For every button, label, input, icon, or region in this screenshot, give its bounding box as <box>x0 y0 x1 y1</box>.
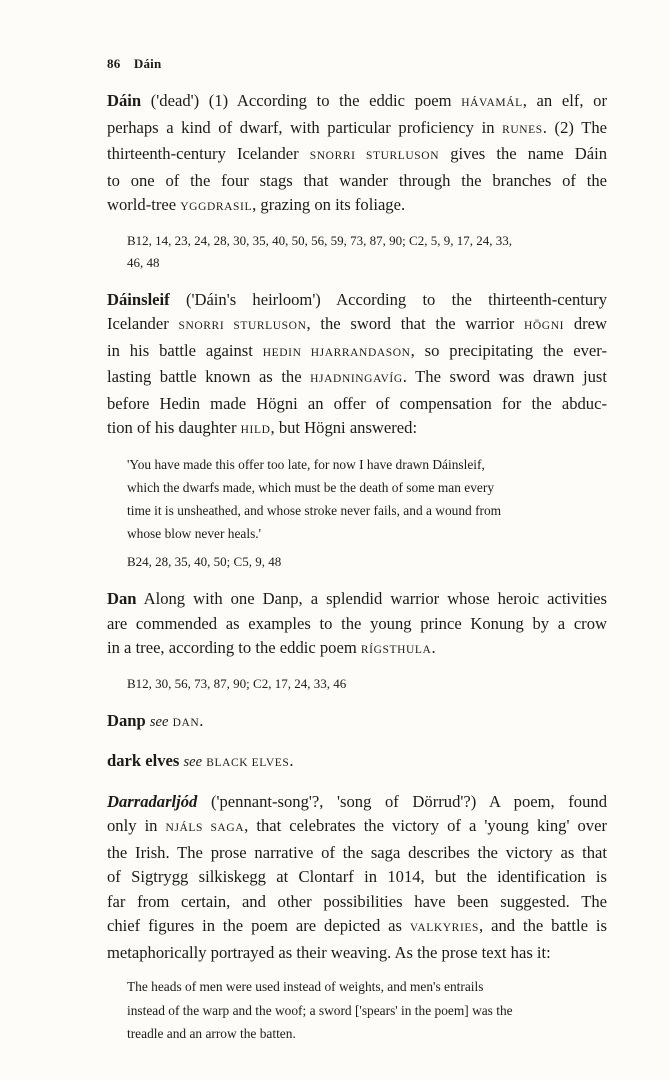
text: . <box>289 751 294 771</box>
text: gives the name Dáin <box>439 144 607 163</box>
headword: Danp <box>107 710 146 730</box>
refs-line: B12, 14, 23, 24, 28, 30, 35, 40, 50, 56, 59, 73, 87, 90; C2, 5, 9, 17, 24, 33, <box>127 232 512 248</box>
quote-line: instead of the warp and the woof; a sword ['spears' in the poem] was the <box>127 1002 513 1018</box>
headword: Dáin <box>107 91 142 110</box>
quote-line: time it is unsheathed, and whose stroke never fails, and a wound from <box>127 502 502 518</box>
text: in a tree, according to the eddic poem <box>107 638 361 658</box>
text: , grazing on its foliage. <box>252 195 406 214</box>
text: , but Högni answered: <box>270 418 418 437</box>
cross-reference: SNORRI STURLUSON <box>178 320 307 332</box>
text: , so precipitating the ever- <box>410 340 607 360</box>
entry-dainsleif <box>107 288 607 443</box>
text: to one of the four stags that wander through the branches of the <box>107 170 607 190</box>
text: metaphorically portrayed as their weaving. As the prose text has it: <box>107 942 551 962</box>
text: , that celebrates the victory of a 'young king' over <box>244 816 607 836</box>
cross-reference: HILD <box>240 424 271 436</box>
headword: Darradarljód <box>107 791 198 811</box>
bibliography-refs: B24, 28, 35, 40, 50; C5, 9, 48 <box>127 554 282 570</box>
quote-line: which the dwarfs made, which must be the death of some man every <box>127 479 495 495</box>
cross-reference: RUNES <box>502 123 543 136</box>
headword: Dáinsleif <box>107 289 170 309</box>
entry-dark-elves <box>107 749 607 776</box>
text: are commended as examples to the young prince Konung by a crow <box>107 613 607 633</box>
bibliography-refs: B12, 30, 56, 73, 87, 90; C2, 17, 24, 33, 46 <box>127 675 347 691</box>
quotation <box>127 453 607 546</box>
quotation <box>127 975 607 1045</box>
cross-reference: VALKYRIES <box>409 922 480 935</box>
text: , the sword that the warrior <box>306 314 524 333</box>
text: tion of his daughter <box>107 418 241 437</box>
cross-reference: SNORRI STURLUSON <box>309 150 440 162</box>
text: . (2) The <box>542 117 607 137</box>
entry-danp <box>107 709 607 736</box>
cross-reference: YGGDRASIL <box>180 201 253 213</box>
text: lasting battle known as the <box>107 367 311 386</box>
text: world-tree <box>107 195 181 214</box>
text: ('pennant-song'?, 'song of Dörrud'?) A poem, found <box>197 791 607 811</box>
quote-line: 'You have made this offer too late, for now I have drawn Dáinsleif, <box>127 456 485 472</box>
entry-dain <box>107 89 607 220</box>
text: . <box>199 710 204 730</box>
cross-reference: BLACK ELVES <box>206 757 290 770</box>
quote-line: treadle and an arrow the batten. <box>127 1025 296 1041</box>
quote-line: whose blow never heals.' <box>127 526 262 542</box>
see-label: see <box>149 713 169 730</box>
running-head-title: Dáin <box>133 56 162 71</box>
text: only in <box>107 816 166 836</box>
text: chief figures in the poem are depicted as <box>107 916 410 936</box>
cross-reference: NJÁLS SAGA <box>165 822 245 835</box>
running-head <box>107 56 607 72</box>
cross-reference: HÖGNI <box>524 320 565 332</box>
refs-line: 46, 48 <box>127 254 160 270</box>
cross-reference: HEDIN HJARRANDASON <box>262 346 411 359</box>
text: . <box>431 638 436 658</box>
headword: dark elves <box>107 751 180 771</box>
text: far from certain, and other possibilities have been suggested. The <box>107 891 607 911</box>
text: drew <box>564 314 607 333</box>
text: . The sword was drawn just <box>402 367 607 386</box>
text: ('Dáin's heirloom') According to the thirteenth-century <box>169 289 607 309</box>
text: before Hedin made Högni an offer of compensation for the abduc- <box>107 393 607 413</box>
text: Along with one Danp, a splendid warrior whose heroic activities <box>136 589 607 609</box>
dictionary-page <box>107 56 607 1051</box>
text: , an elf, or <box>522 91 608 110</box>
cross-reference: DAN <box>172 716 200 729</box>
text: the Irish. The prose narrative of the saga describes the victory as that <box>107 842 607 862</box>
text: of Sigtrygg silkiskegg at Clontarf in 1014, but the identification is <box>107 867 607 887</box>
text: thirteenth-century Icelander <box>107 144 310 163</box>
page-number: 86 <box>107 56 121 71</box>
headword: Dan <box>107 589 137 609</box>
text: perhaps a kind of dwarf, with particular proficiency in <box>107 117 503 137</box>
text: ('dead') (1) According to the eddic poem <box>141 91 462 110</box>
cross-reference: HJADNINGAVÍG <box>310 373 403 385</box>
text: in his battle against <box>107 340 263 360</box>
entry-dan <box>107 587 607 663</box>
see-label: see <box>183 754 203 771</box>
text: , and the battle is <box>479 916 607 936</box>
cross-reference: RÍGSTHULA <box>360 644 432 657</box>
quote-line: The heads of men were used instead of weights, and men's entrails <box>127 979 484 995</box>
bibliography-refs <box>127 230 607 274</box>
cross-reference: HÁVAMÁL <box>461 97 523 109</box>
entry-darradarljod <box>107 790 607 966</box>
text: Icelander <box>107 314 179 333</box>
